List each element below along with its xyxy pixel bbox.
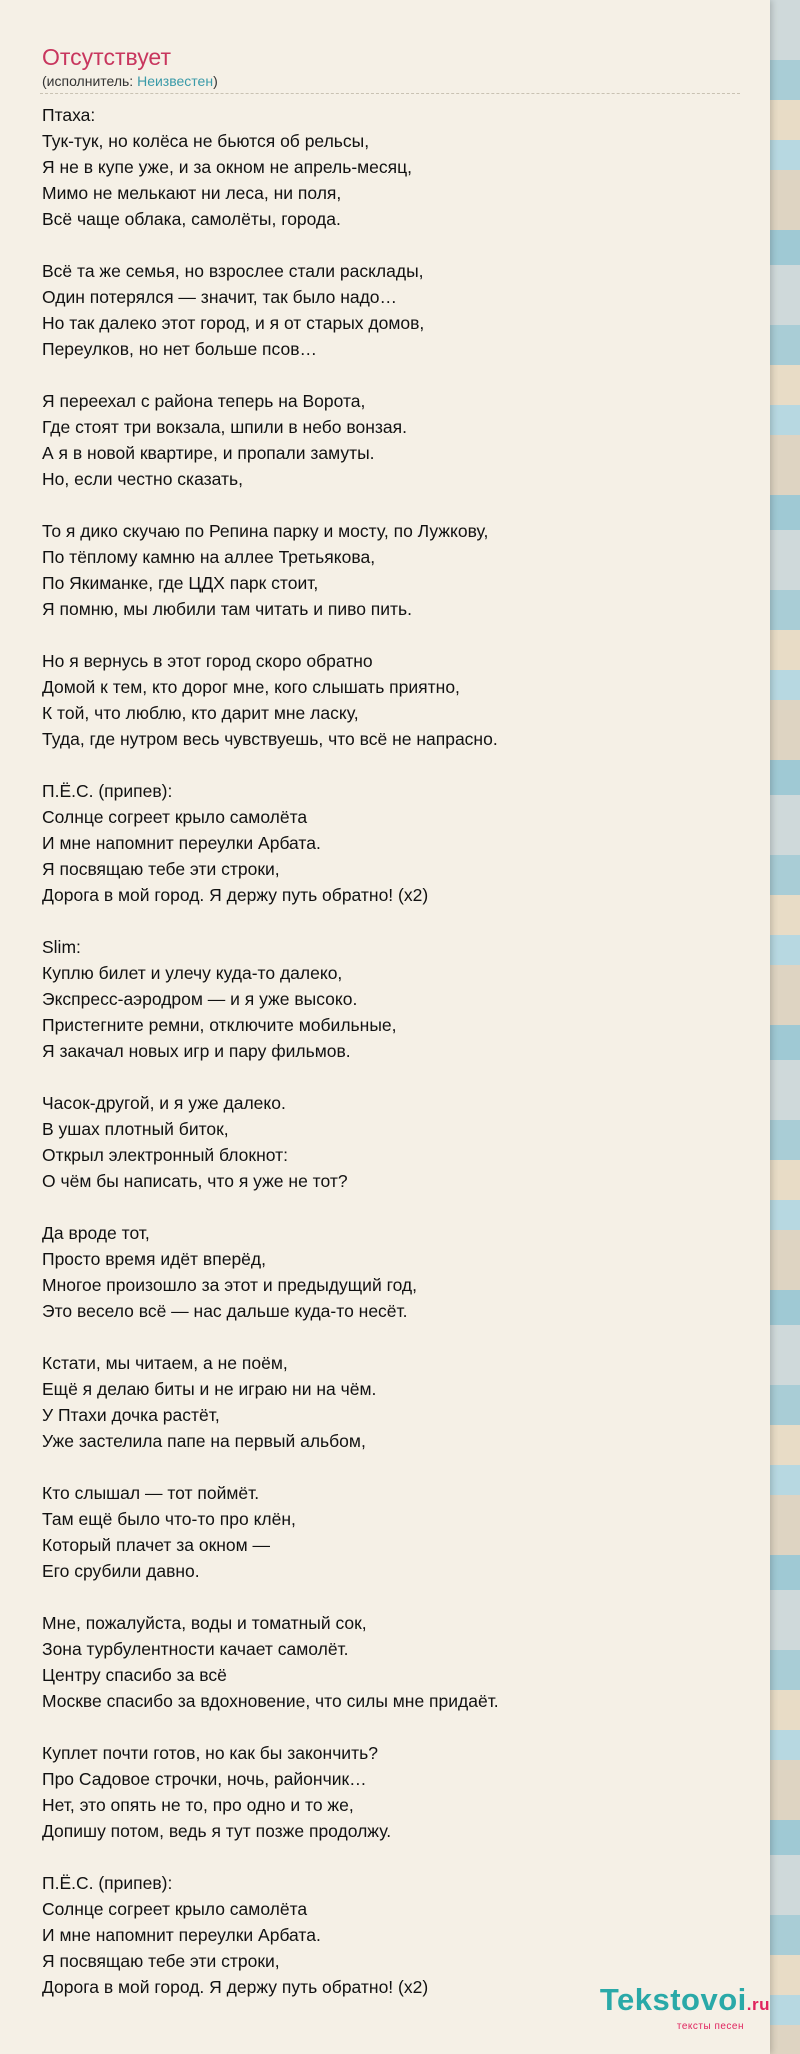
lyrics-line: Мимо не мелькают ни леса, ни поля,	[42, 183, 342, 203]
lyrics-line: Кстати, мы читаем, а не поём,	[42, 1353, 288, 1373]
lyrics-line: Зона турбулентности качает самолёт.	[42, 1639, 349, 1659]
lyrics-stanza	[42, 648, 742, 752]
lyrics-line: Просто время идёт вперёд,	[42, 1249, 266, 1269]
lyrics-stanza	[42, 1220, 742, 1324]
lyrics-stanza	[42, 1350, 742, 1454]
artist-link[interactable]: Неизвестен	[137, 73, 214, 89]
lyrics-stanza	[42, 518, 742, 622]
logo-name: Tekstovoi	[599, 1982, 747, 2017]
lyrics-line: П.Ё.С. (припев):	[42, 1873, 173, 1893]
lyrics-line: Центру спасибо за всё	[42, 1665, 227, 1685]
lyrics-line: По тёплому камню на аллее Третьякова,	[42, 547, 376, 567]
song-title: Отсутствует	[42, 44, 171, 70]
lyrics-line: Открыл электронный блокнот:	[42, 1145, 288, 1165]
lyrics-line: Где стоят три вокзала, шпили в небо вонзая.	[42, 417, 407, 437]
lyrics-line: Я посвящаю тебе эти строки,	[42, 1951, 280, 1971]
lyrics-line: А я в новой квартире, и пропали замуты.	[42, 443, 375, 463]
lyrics-line: Туда, где нутром весь чувствуешь, что всё не напрасно.	[42, 729, 498, 749]
lyrics-stanza	[42, 1610, 742, 1714]
lyrics-stanza	[42, 1480, 742, 1584]
lyrics-line: Который плачет за окном —	[42, 1535, 271, 1555]
site-logo[interactable]	[600, 1984, 770, 2032]
lyrics-stanza	[42, 388, 742, 492]
lyrics-line: О чём бы написать, что я уже не тот?	[42, 1171, 348, 1191]
lyrics-line: Я посвящаю тебе эти строки,	[42, 859, 280, 879]
lyrics-line: Я переехал с района теперь на Ворота,	[42, 391, 366, 411]
lyrics-line: Да вроде тот,	[42, 1223, 150, 1243]
lyrics-line: Slim:	[42, 937, 81, 957]
lyrics-stanza	[42, 934, 742, 1064]
lyrics-line: Пристегните ремни, отключите мобильные,	[42, 1015, 397, 1035]
lyrics-stanza	[42, 102, 742, 232]
artist-suffix: )	[213, 73, 218, 89]
lyrics-line: Кто слышал — тот поймёт.	[42, 1483, 260, 1503]
lyrics-line: Это весело всё — нас дальше куда-то несёт.	[42, 1301, 408, 1321]
lyrics-line: Дорога в мой город. Я держу путь обратно! (x2)	[42, 885, 429, 905]
lyrics-line: Москве спасибо за вдохновение, что силы мне придаёт.	[42, 1691, 499, 1711]
lyrics-line: К той, что люблю, кто дарит мне ласку,	[42, 703, 359, 723]
lyrics-line: Солнце согреет крыло самолёта	[42, 807, 308, 827]
lyrics-line: Нет, это опять не то, про одно и то же,	[42, 1795, 354, 1815]
lyrics-line: Солнце согреет крыло самолёта	[42, 1899, 308, 1919]
lyrics-line: Часок-другой, и я уже далеко.	[42, 1093, 286, 1113]
lyrics-line: И мне напомнит переулки Арбата.	[42, 833, 321, 853]
lyrics-line: П.Ё.С. (припев):	[42, 781, 173, 801]
lyrics-line: Про Садовое строчки, ночь, райончик…	[42, 1769, 367, 1789]
lyrics-line: В ушах плотный биток,	[42, 1119, 229, 1139]
divider	[40, 93, 740, 94]
lyrics-line: Домой к тем, кто дорог мне, кого слышать приятно,	[42, 677, 460, 697]
lyrics-line: Куплю билет и улечу куда-то далеко,	[42, 963, 343, 983]
lyrics-line: Я закачал новых игр и пару фильмов.	[42, 1041, 351, 1061]
lyrics-line: Допишу потом, ведь я тут позже продолжу.	[42, 1821, 392, 1841]
artist-prefix: (исполнитель:	[42, 73, 138, 89]
lyrics-line: Куплет почти готов, но как бы закончить?	[42, 1743, 378, 1763]
lyrics-line: Но так далеко этот город, и я от старых домов,	[42, 313, 425, 333]
lyrics-body	[42, 102, 742, 2026]
lyrics-line: Но, если честно сказать,	[42, 469, 243, 489]
lyrics-stanza	[42, 1740, 742, 1844]
lyrics-line: Его срубили давно.	[42, 1561, 200, 1581]
lyrics-line: Дорога в мой город. Я держу путь обратно! (x2)	[42, 1977, 429, 1997]
lyrics-line: По Якиманке, где ЦДХ парк стоит,	[42, 573, 319, 593]
lyrics-line: Но я вернусь в этот город скоро обратно	[42, 651, 373, 671]
lyrics-line: Уже застелила папе на первый альбом,	[42, 1431, 366, 1451]
lyrics-line: И мне напомнит переулки Арбата.	[42, 1925, 321, 1945]
lyrics-line: Мне, пожалуйста, воды и томатный сок,	[42, 1613, 367, 1633]
lyrics-line: Птаха:	[42, 105, 96, 125]
artist-line	[42, 73, 218, 89]
lyrics-line: Всё чаще облака, самолёты, города.	[42, 209, 341, 229]
lyrics-line: У Птахи дочка растёт,	[42, 1405, 220, 1425]
lyrics-line: Многое произошло за этот и предыдущий год,	[42, 1275, 418, 1295]
lyrics-stanza	[42, 778, 742, 908]
lyrics-stanza	[42, 258, 742, 362]
lyrics-line: Я помню, мы любили там читать и пиво пить.	[42, 599, 413, 619]
lyrics-line: Всё та же семья, но взрослее стали расклады,	[42, 261, 424, 281]
lyrics-line: Тук-тук, но колёса не бьются об рельсы,	[42, 131, 370, 151]
logo-tagline: тексты песен	[676, 2021, 744, 2032]
lyrics-line: Там ещё было что-то про клён,	[42, 1509, 296, 1529]
lyrics-line: Экспресс-аэродром — и я уже высоко.	[42, 989, 358, 1009]
lyrics-line: Ещё я делаю биты и не играю ни на чём.	[42, 1379, 377, 1399]
lyrics-stanza	[42, 1090, 742, 1194]
logo-domain: .ru	[746, 1995, 770, 2014]
lyrics-stanza	[42, 1870, 742, 2000]
lyrics-line: Один потерялся — значит, так было надо…	[42, 287, 398, 307]
lyrics-line: То я дико скучаю по Репина парку и мосту, по Лужкову,	[42, 521, 489, 541]
lyrics-line: Переулков, но нет больше псов…	[42, 339, 318, 359]
lyrics-line: Я не в купе уже, и за окном не апрель-месяц,	[42, 157, 413, 177]
